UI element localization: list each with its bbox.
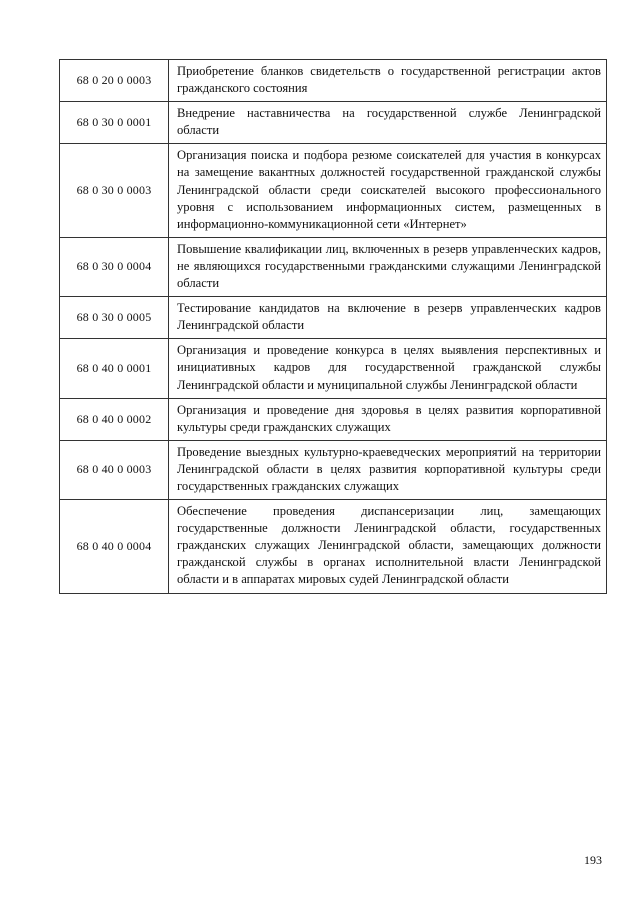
description-cell: Обеспечение проведения диспансеризации лиц, замещающих государственные должности Ленинградской области, государственных гражданских служащих Ленинградской области, замещающих должности гражданской службы в органах исполнительной власти Ленинградской области и в аппаратах мировых судей Ленинградской области	[169, 500, 607, 593]
budget-code-table	[59, 59, 607, 594]
description-cell: Проведение выездных культурно-краеведческих мероприятий на территории Ленинградской области в целях развития корпоративной культуры среди государственных гражданских служащих	[169, 440, 607, 499]
table-row	[60, 440, 607, 499]
budget-code-cell: 68 0 30 0 0005	[60, 297, 169, 339]
description-cell: Внедрение наставничества на государственной службе Ленинградской области	[169, 102, 607, 144]
table-row	[60, 237, 607, 296]
table-row	[60, 297, 607, 339]
budget-code-cell: 68 0 30 0 0001	[60, 102, 169, 144]
budget-code-cell: 68 0 40 0 0002	[60, 398, 169, 440]
description-cell: Повышение квалификации лиц, включенных в резерв управленческих кадров, не являющихся государственными гражданскими служащими Ленинградской области	[169, 237, 607, 296]
description-cell: Тестирование кандидатов на включение в резерв управленческих кадров Ленинградской области	[169, 297, 607, 339]
table-row	[60, 102, 607, 144]
page-number: 193	[584, 853, 602, 867]
budget-code-cell: 68 0 40 0 0004	[60, 500, 169, 593]
table-row	[60, 398, 607, 440]
budget-code-cell: 68 0 30 0 0003	[60, 144, 169, 237]
budget-code-cell: 68 0 40 0 0001	[60, 339, 169, 398]
budget-code-cell: 68 0 40 0 0003	[60, 440, 169, 499]
description-cell: Приобретение бланков свидетельств о государственной регистрации актов гражданского состояния	[169, 60, 607, 102]
table-row	[60, 339, 607, 398]
budget-code-cell: 68 0 20 0 0003	[60, 60, 169, 102]
table-row	[60, 144, 607, 237]
description-cell: Организация и проведение дня здоровья в целях развития корпоративной культуры среди гражданских служащих	[169, 398, 607, 440]
budget-code-cell: 68 0 30 0 0004	[60, 237, 169, 296]
table-row	[60, 500, 607, 593]
description-cell: Организация поиска и подбора резюме соискателей для участия в конкурсах на замещение вакантных должностей государственной гражданской службы Ленинградской области среди соискателей высокого профессионального уровня с использованием информационных систем, размещенных в информационно-коммуникационной сети «Интернет»	[169, 144, 607, 237]
table-row	[60, 60, 607, 102]
description-cell: Организация и проведение конкурса в целях выявления перспективных и инициативных кадров для государственной гражданской службы Ленинградской области и муниципальной службы Ленинградской области	[169, 339, 607, 398]
